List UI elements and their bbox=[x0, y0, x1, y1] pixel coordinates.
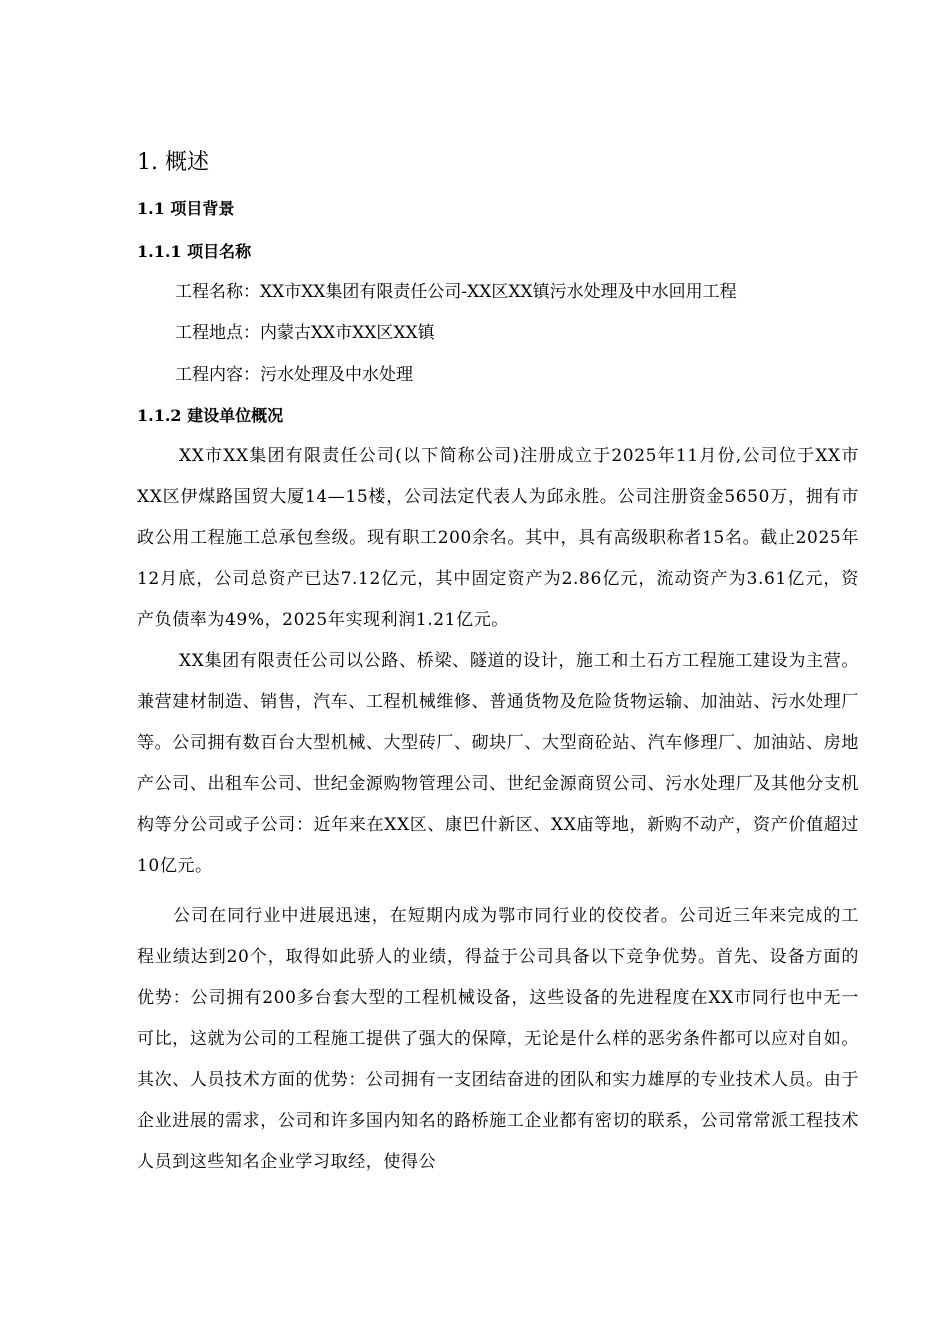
project-content-line: 工程内容：污水处理及中水处理 bbox=[175, 365, 413, 385]
company-overview-paragraph: XX市XX集团有限责任公司(以下简称公司)注册成立于2025年11月份,公司位于XX市XX区伊煤路国贸大厦14—15楼，公司法定代表人为邱永胜。公司注册资金5650万，拥有市政公用工程施工总承包叁级。现有职工200余名。其中，具有高级职称者15名。截止2025年12月底，公司总资产已达7.12亿元，其中固定资产为2.86亿元，流动资产为3.61亿元，资产负债率为49%，2025年实现利润1.21亿元。 bbox=[137, 446, 859, 630]
section-heading-1-1-2: 1.1.2 建设单位概况 bbox=[137, 406, 284, 425]
project-name-line: 工程名称：XX市XX集团有限责任公司-XX区XX镇污水处理及中水回用工程 bbox=[175, 282, 737, 302]
competitive-advantage-paragraph: 公司在同行业中进展迅速，在短期内成为鄂市同行业的佼佼者。公司近三年来完成的工程业绩达到20个，取得如此骄人的业绩，得益于公司具备以下竞争优势。首先、设备方面的优势：公司拥有200多台套大型的工程机械设备，这些设备的先进程度在XX市同行也中无一可比，这就为公司的工程施工提供了强大的保障，无论是什么样的恶劣条件都可以应对自如。其次、人员技术方面的优势：公司拥有一支团结奋进的团队和实力雄厚的专业技术人员。由于企业进展的需求，公司和许多国内知名的路桥施工企业都有密切的联系，公司常常派工程技术人员到这些知名企业学习取经，使得公 bbox=[137, 906, 859, 1172]
project-location-line: 工程地点：内蒙古XX市XX区XX镇 bbox=[175, 323, 435, 343]
business-scope-paragraph: XX集团有限责任公司以公路、桥梁、隧道的设计，施工和土石方工程施工建设为主营。兼营建材制造、销售，汽车、工程机械维修、普通货物及危险货物运输、加油站、污水处理厂等。公司拥有数百台大型机械、大型砖厂、砌块厂、大型商砼站、汽车修理厂、加油站、房地产公司、出租车公司、世纪金源购物管理公司、世纪金源商贸公司、污水处理厂及其他分支机构等分公司或子公司：近年来在XX区、康巴什新区、XX庙等地，新购不动产，资产价值超过10亿元。 bbox=[137, 651, 859, 876]
section-heading-1: 1. 概述 bbox=[137, 150, 209, 175]
section-heading-1-1: 1.1 项目背景 bbox=[137, 199, 235, 218]
section-heading-1-1-1: 1.1.1 项目名称 bbox=[137, 242, 252, 261]
